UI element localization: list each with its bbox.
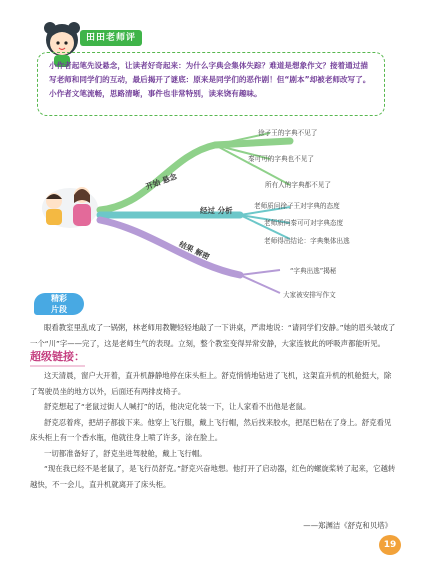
branch-end [100, 220, 240, 275]
leaf-start-1: 徐子王的字典不见了 [258, 129, 318, 137]
super-link-paragraph-2: 舒克想起了“老鼠过街人人喊打”的话，他决定化装一下，让人家看不出他是老鼠。 [44, 402, 311, 411]
source-citation: ——郑渊洁《舒克和贝塔》 [303, 521, 392, 530]
super-link-heading: 超级链接： [30, 348, 85, 367]
leaf-start-3: 所有人的字典都不见了 [265, 181, 331, 189]
teacher-comment-text: 小作者起笔先设悬念，让读者好奇起来：为什么字典会集体失踪？难道是想象作文？接着通过描写老师和同学们的互动，最后揭开了谜底：原来是同学们的恶作剧！但“剧本”却被老师改写了。小作者文笔流畅，思路清晰，事件也非常特别，读来饶有趣味。 [49, 61, 371, 98]
leaf-middle-2: 老师质问秦可可对字典态度 [264, 219, 344, 227]
branch-label-middle: 经过 分析 [200, 206, 233, 215]
leaf-start-2: 秦可可的字典也不见了 [248, 155, 314, 163]
super-link-paragraph-1: 这天清晨，窗户大开着，直升机静静地停在床头柜上。舒克悄悄地钻进了飞机，这架直升机的机舱挺大，除了驾驶员坐的地方以外，后面还有两排皮椅子。 [30, 371, 392, 396]
branch-label-start: 开始 悬念 [144, 171, 179, 192]
highlight-badge [34, 293, 84, 315]
leaf-end-1: “字典出逃”揭秘 [290, 267, 337, 275]
super-link-paragraph-3: 舒克忍着疼，把胡子都拔下来。他穿上飞行服，戴上飞行帽，然后找来胶水，把尾巴粘在了身上。舒克看见床头柜上有一个香水瓶，他就往身上喷了许多，涂在脸上。 [30, 417, 392, 442]
teacher-comment-tag: 田田老师评 [80, 30, 142, 46]
highlight-paragraph: 眼看教室里乱成了一锅粥，林老师用教鞭轻轻地敲了一下讲桌，严肃地说：“请同学们安静。”她的眉头皱成了一个“川”字——完了，这是老师生气的表现。立刻，整个教室变得异常安静，大家连彼此的呼吸声都能听见。 [30, 323, 396, 348]
branch-label-end: 结果 解密 [177, 239, 211, 262]
highlight-badge-line1: 精彩 [51, 294, 67, 303]
super-link-paragraph-5: “现在我已经不是老鼠了，是飞行员舒克。”舒克兴奋地想。他打开了启动器，红色的螺旋桨转了起来，它越转越快，不一会儿，直升机就离开了床头柜。 [30, 464, 396, 489]
leaf-end-2: 大家被安排写作文 [283, 291, 336, 299]
leaf-middle-3: 老师得出结论：字典集体出逃 [264, 237, 350, 245]
highlight-badge-line2: 片段 [51, 305, 67, 314]
teacher-student-illustration [42, 187, 98, 228]
leaf-middle-1: 老师质问徐子王对字典的态度 [254, 202, 340, 210]
super-link-body [30, 368, 396, 492]
super-link-paragraph-4: 一切都准备好了，舒克坐进驾驶舱，戴上飞行帽。 [44, 448, 207, 458]
page-number: 19 [379, 535, 401, 555]
